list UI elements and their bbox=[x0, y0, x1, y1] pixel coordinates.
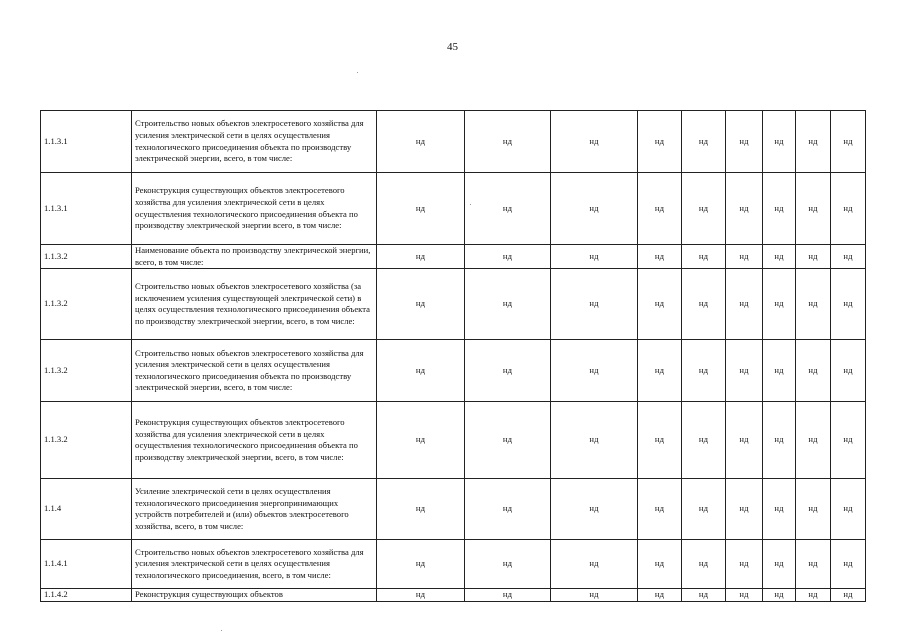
row-code: 1.1.3.1 bbox=[41, 173, 132, 245]
value-cell: нд bbox=[763, 111, 796, 173]
value-cell: нд bbox=[465, 173, 551, 245]
value-cell: нд bbox=[763, 269, 796, 340]
value-cell: нд bbox=[377, 402, 465, 479]
value-cell: нд bbox=[377, 540, 465, 589]
row-code: 1.1.4 bbox=[41, 479, 132, 540]
value-cell: нд bbox=[763, 589, 796, 602]
value-cell: нд bbox=[763, 479, 796, 540]
value-cell: нд bbox=[796, 589, 831, 602]
value-cell: нд bbox=[726, 111, 763, 173]
value-cell: нд bbox=[682, 540, 726, 589]
value-cell: нд bbox=[377, 479, 465, 540]
value-cell: нд bbox=[831, 340, 866, 402]
row-code: 1.1.3.1 bbox=[41, 111, 132, 173]
value-cell: нд bbox=[465, 245, 551, 269]
value-cell: нд bbox=[726, 479, 763, 540]
row-description: Строительство новых объектов электросетевого хозяйства для усиления электрической сети в целях осуществления технологического присоединения объекта по производству электрической энергии, всего, в том числе: bbox=[132, 111, 377, 173]
row-code: 1.1.3.2 bbox=[41, 402, 132, 479]
value-cell: нд bbox=[377, 340, 465, 402]
value-cell: нд bbox=[551, 269, 638, 340]
value-cell: нд bbox=[551, 479, 638, 540]
row-code: 1.1.4.2 bbox=[41, 589, 132, 602]
value-cell: нд bbox=[377, 173, 465, 245]
value-cell: нд bbox=[796, 245, 831, 269]
value-cell: нд bbox=[682, 479, 726, 540]
row-description: Реконструкция существующих объектов электросетевого хозяйства для усиления электрической сети в целях осуществления технологического присоединения объекта по производству электрической энергии всего, в том числе: bbox=[132, 173, 377, 245]
value-cell: нд bbox=[551, 589, 638, 602]
value-cell: нд bbox=[638, 340, 682, 402]
value-cell: нд bbox=[551, 540, 638, 589]
value-cell: нд bbox=[726, 402, 763, 479]
value-cell: нд bbox=[682, 111, 726, 173]
value-cell: нд bbox=[465, 340, 551, 402]
value-cell: нд bbox=[763, 402, 796, 479]
value-cell: нд bbox=[638, 269, 682, 340]
value-cell: нд bbox=[465, 540, 551, 589]
table-row bbox=[41, 111, 866, 173]
scan-speck bbox=[221, 630, 222, 631]
table-row bbox=[41, 245, 866, 269]
value-cell: нд bbox=[682, 173, 726, 245]
row-description: Строительство новых объектов электросетевого хозяйства для усиления электрической сети в целях осуществления технологического присоединения, всего, в том числе: bbox=[132, 540, 377, 589]
value-cell: нд bbox=[638, 479, 682, 540]
table-row bbox=[41, 479, 866, 540]
value-cell: нд bbox=[638, 540, 682, 589]
value-cell: нд bbox=[726, 340, 763, 402]
value-cell: нд bbox=[831, 173, 866, 245]
value-cell: нд bbox=[796, 111, 831, 173]
row-description: Строительство новых объектов электросетевого хозяйства для усиления электрической сети в целях осуществления технологического присоединения объекта по производству электрической энергии, всего, в том числе: bbox=[132, 340, 377, 402]
value-cell: нд bbox=[831, 479, 866, 540]
value-cell: нд bbox=[796, 540, 831, 589]
table-row bbox=[41, 540, 866, 589]
value-cell: нд bbox=[831, 540, 866, 589]
value-cell: нд bbox=[796, 269, 831, 340]
value-cell: нд bbox=[638, 402, 682, 479]
value-cell: нд bbox=[638, 111, 682, 173]
table-row bbox=[41, 589, 866, 602]
value-cell: нд bbox=[796, 479, 831, 540]
value-cell: нд bbox=[831, 269, 866, 340]
value-cell: нд bbox=[682, 589, 726, 602]
value-cell: нд bbox=[682, 269, 726, 340]
value-cell: нд bbox=[796, 173, 831, 245]
table-row bbox=[41, 402, 866, 479]
row-description: Реконструкция существующих объектов bbox=[132, 589, 377, 602]
value-cell: нд bbox=[465, 269, 551, 340]
row-code: 1.1.3.2 bbox=[41, 340, 132, 402]
value-cell: нд bbox=[551, 111, 638, 173]
value-cell: нд bbox=[465, 111, 551, 173]
row-description: Строительство новых объектов электросетевого хозяйства (за исключением усиления существующей электрической сети) в целях осуществления технологического присоединения объекта по производству электрической энергии, всего, в том числе: bbox=[132, 269, 377, 340]
value-cell: нд bbox=[831, 589, 866, 602]
investment-table bbox=[40, 110, 866, 602]
value-cell: нд bbox=[763, 173, 796, 245]
row-code: 1.1.4.1 bbox=[41, 540, 132, 589]
value-cell: нд bbox=[377, 589, 465, 602]
value-cell: нд bbox=[638, 589, 682, 602]
value-cell: нд bbox=[682, 245, 726, 269]
value-cell: нд bbox=[726, 540, 763, 589]
table-row bbox=[41, 269, 866, 340]
table-row bbox=[41, 173, 866, 245]
value-cell: нд bbox=[551, 340, 638, 402]
value-cell: нд bbox=[726, 589, 763, 602]
value-cell: нд bbox=[763, 340, 796, 402]
value-cell: нд bbox=[831, 111, 866, 173]
value-cell: нд bbox=[831, 402, 866, 479]
value-cell: нд bbox=[377, 245, 465, 269]
value-cell: нд bbox=[726, 269, 763, 340]
value-cell: нд bbox=[726, 245, 763, 269]
page-number: 45 bbox=[447, 41, 458, 53]
row-code: 1.1.3.2 bbox=[41, 269, 132, 340]
value-cell: нд bbox=[377, 111, 465, 173]
value-cell: нд bbox=[726, 173, 763, 245]
value-cell: нд bbox=[465, 402, 551, 479]
value-cell: нд bbox=[638, 245, 682, 269]
value-cell: нд bbox=[796, 340, 831, 402]
value-cell: нд bbox=[377, 269, 465, 340]
table-body bbox=[41, 111, 866, 602]
table-row bbox=[41, 340, 866, 402]
value-cell: нд bbox=[551, 173, 638, 245]
value-cell: нд bbox=[682, 340, 726, 402]
row-description: Наименование объекта по производству электрической энергии, всего, в том числе: bbox=[132, 245, 377, 269]
value-cell: нд bbox=[551, 245, 638, 269]
value-cell: нд bbox=[465, 589, 551, 602]
scan-speck bbox=[357, 72, 358, 73]
value-cell: нд bbox=[551, 402, 638, 479]
value-cell: нд bbox=[638, 173, 682, 245]
row-code: 1.1.3.2 bbox=[41, 245, 132, 269]
value-cell: нд bbox=[831, 245, 866, 269]
row-description: Усиление электрической сети в целях осуществления технологического присоединения энергопринимающих устройств потребителей и (или) объектов электросетевого хозяйства, всего, в том числе: bbox=[132, 479, 377, 540]
value-cell: нд bbox=[763, 540, 796, 589]
row-description: Реконструкция существующих объектов электросетевого хозяйства для усиления электрической сети в целях осуществления технологического присоединения объекта по производству электрической энергии, всего, в том числе: bbox=[132, 402, 377, 479]
value-cell: нд bbox=[763, 245, 796, 269]
value-cell: нд bbox=[796, 402, 831, 479]
value-cell: нд bbox=[682, 402, 726, 479]
value-cell: нд bbox=[465, 479, 551, 540]
